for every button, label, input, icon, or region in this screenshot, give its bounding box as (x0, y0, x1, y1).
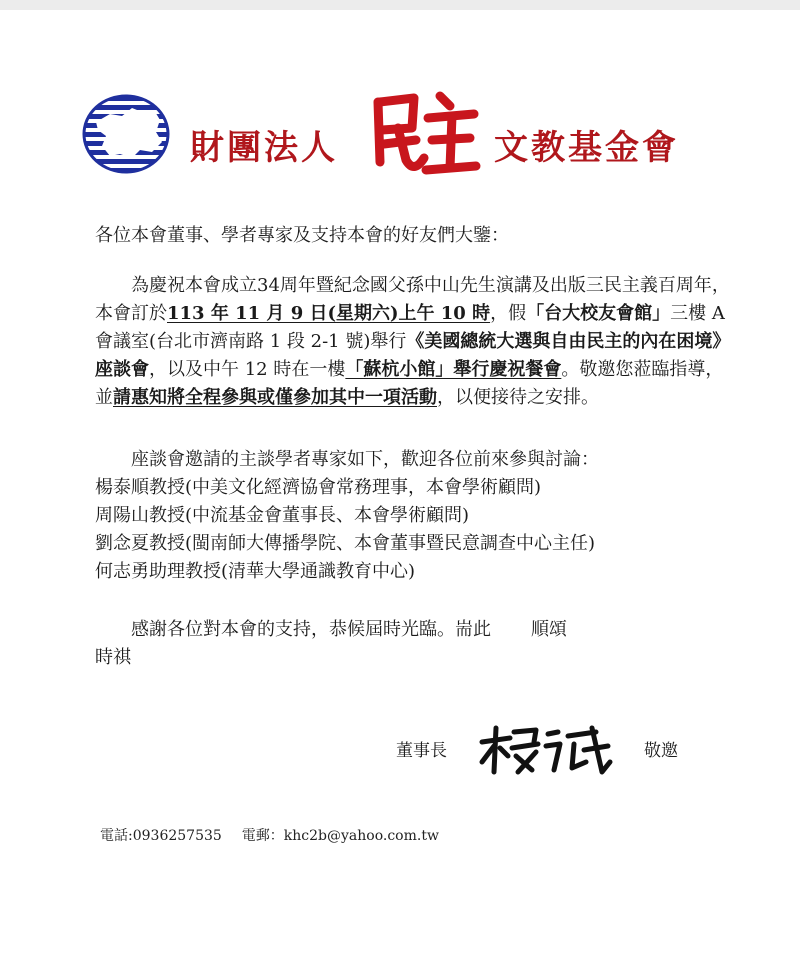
para-text: ，假 (490, 303, 527, 324)
org-name-prefix: 財團法人 (190, 128, 338, 168)
speaker-item: 何志勇助理教授(清華大學通識教育中心) (95, 561, 416, 582)
handwritten-signature-icon (476, 722, 616, 778)
closing-text: 感謝各位對本會的支持，恭候屆時光臨。耑此 (131, 619, 491, 640)
para-text: 為慶祝本會成立34周年暨紀念國父孫中山先生演講及出版三民主義百周年，本會訂於 (95, 275, 730, 324)
para-text: 。敬邀您蒞臨指導，並 (95, 359, 724, 408)
speakers-intro: 座談會邀請的主談學者專家如下，歡迎各位前來參與討論： (131, 449, 599, 470)
speaker-list (95, 474, 735, 586)
email-address: 電郵：khc2b@yahoo.com.tw (241, 828, 439, 844)
signature-block (396, 722, 726, 782)
letterhead (82, 88, 722, 188)
event-date: 113 年 11 月 9 日(星期六)上午 10 時 (167, 303, 491, 324)
org-name-suffix: 文教基金會 (494, 128, 679, 168)
speaker-item: 周陽山教授(中流基金會董事長、本會學術顧問) (95, 505, 470, 526)
phone-number: 電話:0936257535 (100, 828, 222, 844)
closing-end: 時祺 (95, 647, 131, 668)
rsvp-request: 請惠知將全程參與或僅參加其中一項活動 (113, 387, 437, 408)
lunch-venue: 「蘇杭小館」舉行慶祝餐會 (345, 359, 562, 380)
closing-greeting: 順頌 (531, 619, 567, 640)
event-venue: 「台大校友會館」 (526, 303, 671, 324)
invitation-paragraph (95, 272, 735, 412)
top-bar (0, 0, 800, 10)
forum-topic: 《美國總統大選與自由民主的內在困境》座談會 (95, 331, 731, 380)
letter-body (95, 222, 735, 672)
para-text: 三樓 A 會議室(台北市濟南路 1 段 2-1 號)舉行 (95, 303, 725, 352)
signer-title: 董事長 (396, 741, 447, 761)
minzhu-calligraphy-icon (370, 88, 482, 180)
signoff-text: 敬邀 (644, 741, 678, 761)
speaker-item: 楊泰順教授(中美文化經濟協會常務理事，本會學術顧問) (95, 477, 542, 498)
para-text: ，以便接待之安排。 (437, 387, 599, 408)
speaker-item: 劉念夏教授(閩南師大傳播學院、本會董事暨民意調查中心主任) (95, 533, 596, 554)
contact-info (100, 825, 439, 845)
foundation-logo-icon (82, 94, 170, 174)
para-text: ，以及中午 12 時在一樓 (149, 359, 346, 380)
salutation: 各位本會董事、學者專家及支持本會的好友們大鑒： (95, 225, 509, 246)
closing-line (95, 616, 735, 644)
